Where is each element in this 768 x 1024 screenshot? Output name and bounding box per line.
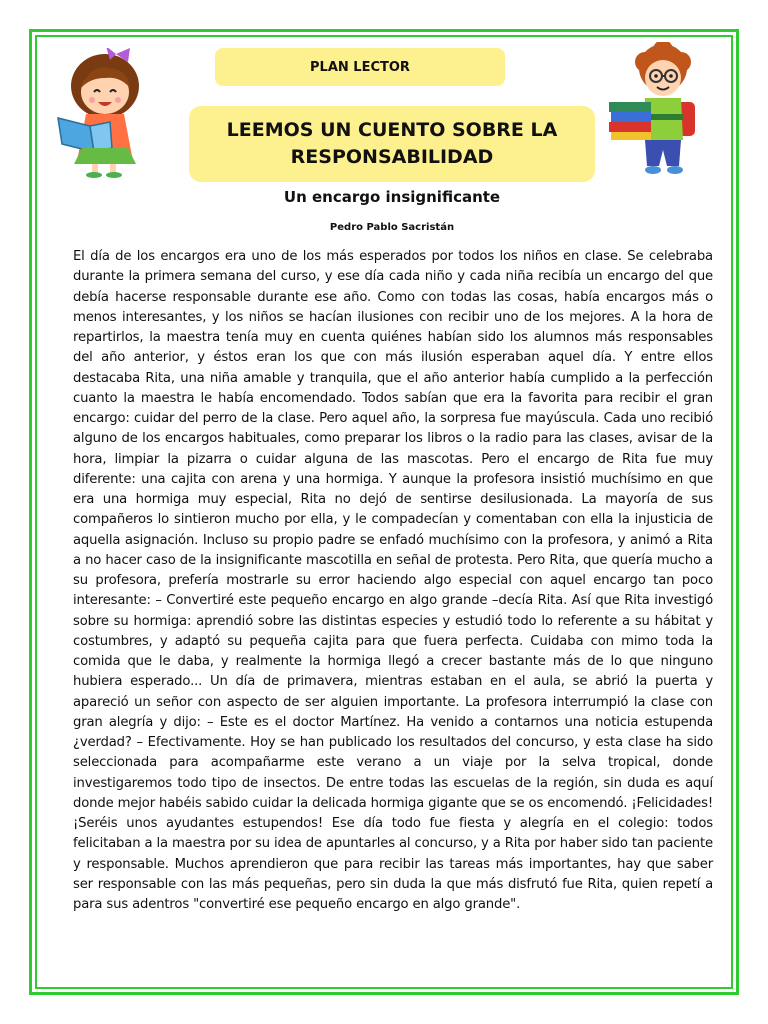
girl-reading-book-illustration [50, 48, 160, 178]
story-body: El día de los encargos era uno de los más esperados por todos los niños en clase. Se celebraba durante la primera semana del curso, y ese día cada niño y cada niña recibía un encargo del que debía hacerse responsable durante ese año. Como con todas las cosas, había encargos más o menos interesantes, y los niños se hacían ilusiones con recibir uno de los mejores. A la hora de repartirlos, la maestra tenía muy en cuenta quiénes habían sido los alumnos más responsables del año anterior, y éstos eran los que con más ilusión esperaban aquel día. Y entre ellos destacaba Rita, una niña amable y tranquila, que el año anterior había cumplido a la perfección cuanto la maestra le había encomendado. Todos sabían que era la favorita para recibir el gran encargo: cuidar del perro de la clase. Pero aquel año, la sorpresa fue mayúscula. Cada uno recibió alguno de los encargos habituales, como preparar los libros o la radio para las clases, avisar de la hora, limpiar la pizarra o cuidar alguna de las mascotas. Pero el encargo de Rita fue muy diferente: una cajita con arena y una hormiga. Y aunque la profesora insistió muchísimo en que era una hormiga muy especial, Rita no dejó de sentirse desilusionada. La mayoría de sus compañeros lo sintieron mucho por ella, y le compadecían y comentaban con ella la injusticia de aquella asignación. Incluso su propio padre se enfadó muchísimo con la profesora, y animó a Rita a no hacer caso de la insignificante mascotilla en señal de protesta. Pero Rita, que quería mucho a su profesora, prefería mostrarle su error haciendo algo especial con aquel encargo tan poco interesante: – Convertiré este pequeño encargo en algo grande –decía Rita. Así que Rita investigó sobre su hormiga: aprendió sobre las distintas especies y estudió todo lo referente a su hábitat y costumbres, y adaptó su pequeña cajita para que fuera perfecta. Cuidaba con mimo toda la comida que le daba, y realmente la hormiga llegó a crecer bastante más de lo que ninguno hubiera esperado... Un día de primavera, mientras estaban en el aula, se abrió la puerta y apareció un señor con aspecto de ser alguien importante. La profesora interrumpió la clase con gran alegría y dijo: – Este es el doctor Martínez. Ha venido a contarnos una noticia estupenda ¿verdad? – Efectivamente. Hoy se han publicado los resultados del concurso, y esta clase ha sido seleccionada para acompañarme este verano a un viaje por la selva tropical, donde investigaremos todo tipo de insectos. De entre todas las escuelas de la región, sin duda es aquí donde mejor habéis sabido cuidar la delicada hormiga gigante que se os encomendó. ¡Felicidades! ¡Seréis unos ayudantes estupendos! Ese día todo fue fiesta y alegría en el colegio: todos felicitaban a la maestra por su idea de apuntarles al concurso, y a Rita por haber sido tan paciente y responsable. Muchos aprendieron que para recibir las tareas más importantes, hay que saber ser responsable con las más pequeñas, pero sin duda la que más disfrutó fue Rita, quien repetí a para sus adentros "convertiré ese pequeño encargo en algo grande". [73, 249, 713, 912]
story-title: Un encargo insignificante [283, 188, 501, 206]
main-heading-banner [189, 106, 595, 182]
plan-lector-banner [215, 48, 505, 86]
story-author: Pedro Pablo Sacristán [329, 222, 455, 233]
main-heading-line2: RESPONSABILIDAD [290, 146, 494, 168]
main-heading-line1: LEEMOS UN CUENTO SOBRE LA [226, 119, 558, 141]
plan-lector-label: PLAN LECTOR [310, 59, 410, 75]
boy-carrying-books-illustration [605, 42, 715, 182]
